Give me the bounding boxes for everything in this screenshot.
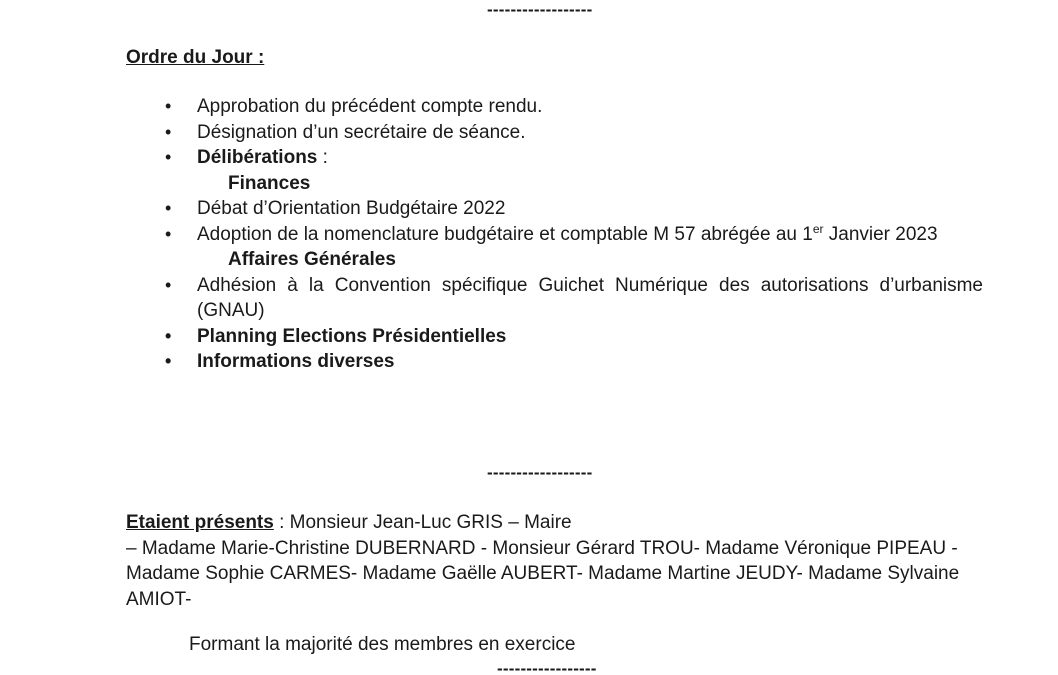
agenda-item-deliberations-label: Délibérations: [197, 147, 318, 168]
agenda-item-elections-text: Planning Elections Présidentielles: [197, 325, 507, 347]
section-finances: [0, 171, 1014, 197]
agenda-list: [0, 94, 1058, 375]
agenda-item-gnau: [0, 273, 983, 324]
agenda-item-approval-text: Approbation du précédent compte rendu.: [197, 96, 543, 117]
agenda-item-deliberations: [0, 145, 983, 171]
agenda-item-m57-text-pre: Adoption de la nomenclature budgétaire et comptable M 57 abrégée au 1: [197, 223, 813, 245]
attendance-paragraph: [126, 510, 986, 612]
agenda-item-budget-debate: [0, 196, 983, 222]
agenda-item-budget-debate-text: Débat d’Orientation Budgétaire 2022: [197, 198, 506, 219]
agenda-item-approval: [0, 94, 983, 120]
separator-bottom: -----------------: [497, 659, 597, 675]
agenda-item-secretary-text: Désignation d’un secrétaire de séance.: [197, 121, 526, 143]
agenda-item-m57-superscript: er: [812, 221, 824, 236]
agenda-item-elections: [0, 324, 983, 350]
majority-statement: Formant la majorité des membres en exercice: [189, 634, 576, 655]
agenda-item-info-text: Informations diverses: [197, 351, 395, 372]
separator-top: ------------------: [487, 0, 593, 19]
agenda-item-secretary: [0, 120, 983, 146]
agenda-item-m57-adoption: [0, 222, 983, 248]
attendance-intro: : Monsieur Jean-Luc GRIS – Maire: [273, 512, 572, 533]
section-general-affairs-title: Affaires Générales: [228, 249, 396, 270]
agenda-heading: Ordre du Jour :: [126, 47, 265, 68]
section-general-affairs: [0, 247, 1014, 273]
section-finances-title: Finances: [228, 172, 311, 194]
agenda-item-deliberations-colon: :: [317, 147, 328, 168]
agenda-item-m57-text-post: Janvier 2023: [823, 223, 938, 245]
agenda-item-info: [0, 349, 983, 375]
separator-middle: ------------------: [487, 463, 593, 482]
attendance-label: Etaient présents: [126, 512, 274, 533]
agenda-item-gnau-text: Adhésion à la Convention spécifique Guichet Numérique des autorisations d’urbanisme (GNAU): [197, 274, 983, 321]
attendance-list: – Madame Marie-Christine DUBERNARD - Monsieur Gérard TROU- Madame Véronique PIPEAU - Madame Sophie CARMES- Madame Gaëlle AUBERT- Madame Martine JEUDY- Madame Sylvaine AMIOT-: [126, 537, 960, 610]
